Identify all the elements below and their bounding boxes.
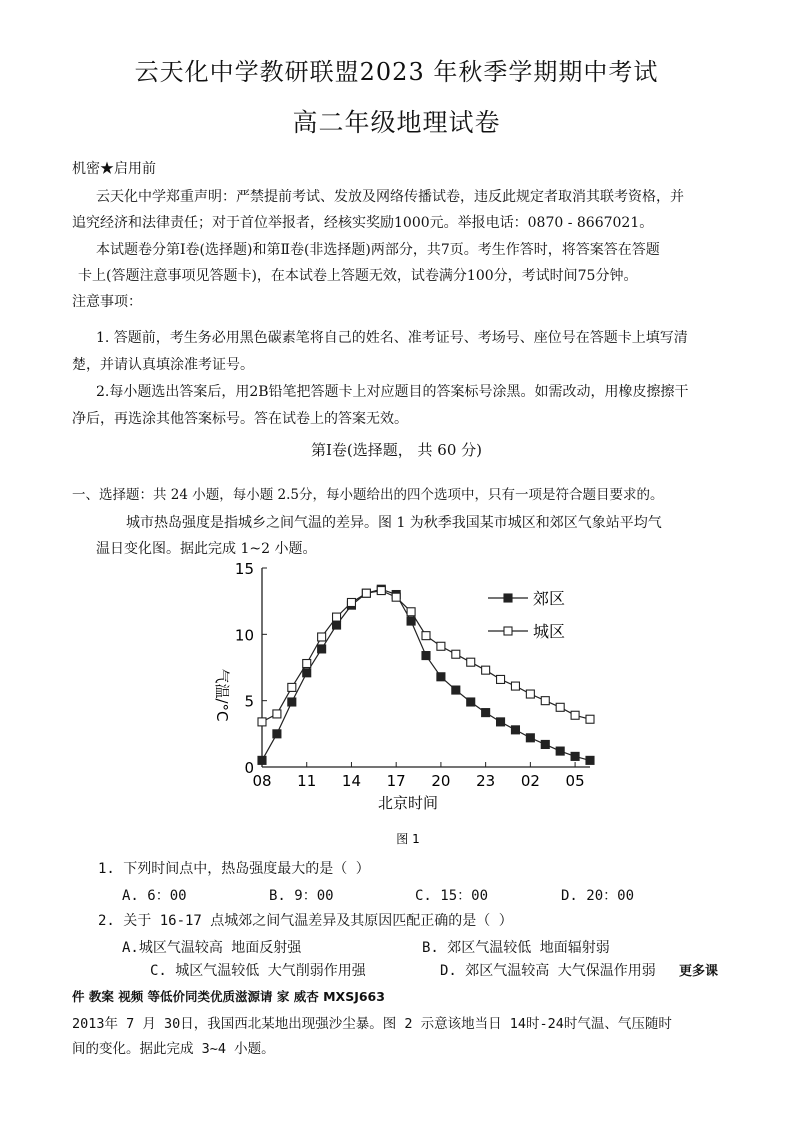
data-point-urban [571,711,579,719]
data-point-urban [482,666,490,674]
q2-option-a: A.城区气温较高 地面反射强 [122,940,302,956]
q2-stem: 2. 关于 16-17 点城郊之间气温差异及其原因匹配正确的是（ ） [98,913,513,929]
data-point-suburb [556,747,564,755]
intro-line2: 温日变化图。据此完成 1~2 小题。 [96,541,317,557]
data-point-urban [303,660,311,668]
chart-caption: 图 1 [396,832,420,846]
q2-option-c: C. 城区气温较低 大气削弱作用强 [150,963,366,979]
exam-title: 云天化中学教研联盟2023 年秋季学期期中考试 [134,58,659,86]
temperature-chart [200,560,610,855]
data-point-urban [362,589,370,597]
data-point-suburb [467,698,475,706]
chart-legend [488,589,565,641]
note1-line1: 1. 答题前，考生务必用黑色碳素笔将自己的姓名、准考证号、考场号、座位号在答题卡上填写清 [96,330,688,346]
data-point-suburb [541,740,549,748]
data-point-suburb [586,756,594,764]
data-point-urban [511,682,519,690]
data-point-suburb [482,709,490,717]
q2-option-b: B. 郊区气温较低 地面辐射弱 [422,940,610,956]
data-point-suburb [511,726,519,734]
statement-line2: 追究经济和法律责任；对于首位举报者，经核实奖励1000元。举报电话：0870 - 8667021。 [72,215,654,231]
q3-intro-line2: 间的变化。据此完成 3~4 小题。 [72,1041,275,1057]
chart-y-axis-label: 气温/°C [213,668,231,722]
paper-subtitle: 高二年级地理试卷 [292,108,501,137]
data-point-suburb [497,718,505,726]
data-point-urban [452,650,460,658]
q1-option-d: D. 20：00 [561,888,635,904]
x-tick-label: 23 [476,772,496,790]
legend-marker-urban [504,627,512,635]
data-point-urban [318,633,326,641]
x-tick-label: 20 [431,772,451,790]
legend-label-suburb: 郊区 [533,589,566,608]
statement-line1: 云天化中学郑重声明：严禁提前考试、发放及网络传播试卷，违反此规定者取消其联考资格，并 [96,189,684,205]
data-point-suburb [273,730,281,738]
x-tick-label: 17 [386,772,406,790]
data-point-suburb [258,756,266,764]
composition-line1: 本试题卷分第Ⅰ卷(选择题)和第Ⅱ卷(非选择题)两部分，共7页。考生作答时，将答案答在答题 [96,242,660,258]
y-tick-label: 10 [234,626,254,645]
data-point-urban [333,613,341,621]
data-point-urban [273,710,281,718]
data-point-suburb [333,621,341,629]
data-point-suburb [571,752,579,760]
intro-line1: 城市热岛强度是指城乡之间气温的差异。图 1 为秋季我国某市城区和郊区气象站平均气 [126,515,662,531]
q1-option-a: A. 6：00 [122,888,187,904]
data-point-suburb [437,673,445,681]
data-point-urban [377,587,385,595]
data-point-urban [556,703,564,711]
data-point-suburb [422,652,430,660]
data-point-suburb [303,669,311,677]
secret-label: 机密★启用前 [72,161,156,177]
notes-heading: 注意事项： [72,294,142,310]
data-point-suburb [288,698,296,706]
q1-option-b: B. 9：00 [269,888,334,904]
x-tick-label: 02 [520,772,540,790]
composition-line2: 卡上(答题注意事项见答题卡)，在本试卷上答题无效，试卷满分100分，考试时间75分钟。 [78,268,638,284]
x-tick-label: 14 [341,772,362,790]
data-point-suburb [526,734,534,742]
legend-label-urban: 城区 [533,622,566,641]
note1-line2: 楚，并请认真填涂准考证号。 [72,357,254,373]
data-point-urban [586,715,594,723]
data-point-urban [541,697,549,705]
data-point-urban [422,632,430,640]
data-point-urban [467,658,475,666]
q3-intro-line1: 2013年 7 月 30日，我国西北某地出现强沙尘暴。图 2 示意该地当日 14时-24时气温、气压随时 [72,1016,672,1032]
note2-line2: 净后，再选涂其他答案标号。答在试卷上的答案无效。 [72,411,408,427]
data-point-urban [407,608,415,616]
data-point-urban [437,642,445,650]
data-point-urban [258,718,266,726]
note2-line1: 2.每小题选出答案后，用2B铅笔把答题卡上对应题目的答案标号涂黑。如需改动，用橡皮擦擦干 [96,384,689,400]
chart-x-axis-label: 北京时间 [377,794,439,812]
q1-stem: 1. 下列时间点中，热岛强度最大的是（ ） [98,861,370,877]
section-title: 第Ⅰ卷(选择题， 共 60 分) [310,441,483,459]
x-tick-label: 05 [565,772,585,790]
legend-marker-suburb [504,594,512,602]
x-tick-label: 11 [297,772,317,790]
q2-option-d: D. 郊区气温较高 大气保温作用弱 [440,963,656,979]
data-point-suburb [318,645,326,653]
data-point-urban [288,683,296,691]
x-tick-label: 08 [252,772,272,790]
data-point-suburb [452,686,460,694]
data-point-urban [526,690,534,698]
y-tick-label: 15 [234,560,254,578]
y-tick-label: 5 [244,692,254,711]
data-point-suburb [407,617,415,625]
section-instruction: 一、选择题：共 24 小题，每小题 2.5分，每小题给出的四个选项中，只有一项是符合题目要求的。 [72,487,664,503]
y-tick-label: 0 [244,759,254,777]
ad-text-part1: 更多课 [679,964,719,979]
q1-option-c: C. 15：00 [415,888,489,904]
data-point-urban [392,593,400,601]
data-point-urban [497,675,505,683]
ad-text-part2: 件 教案 视频 等低价同类优质滋源请 家 威杏 MXSJ663 [72,989,385,1004]
chart-series [258,585,594,764]
data-point-urban [347,598,355,606]
